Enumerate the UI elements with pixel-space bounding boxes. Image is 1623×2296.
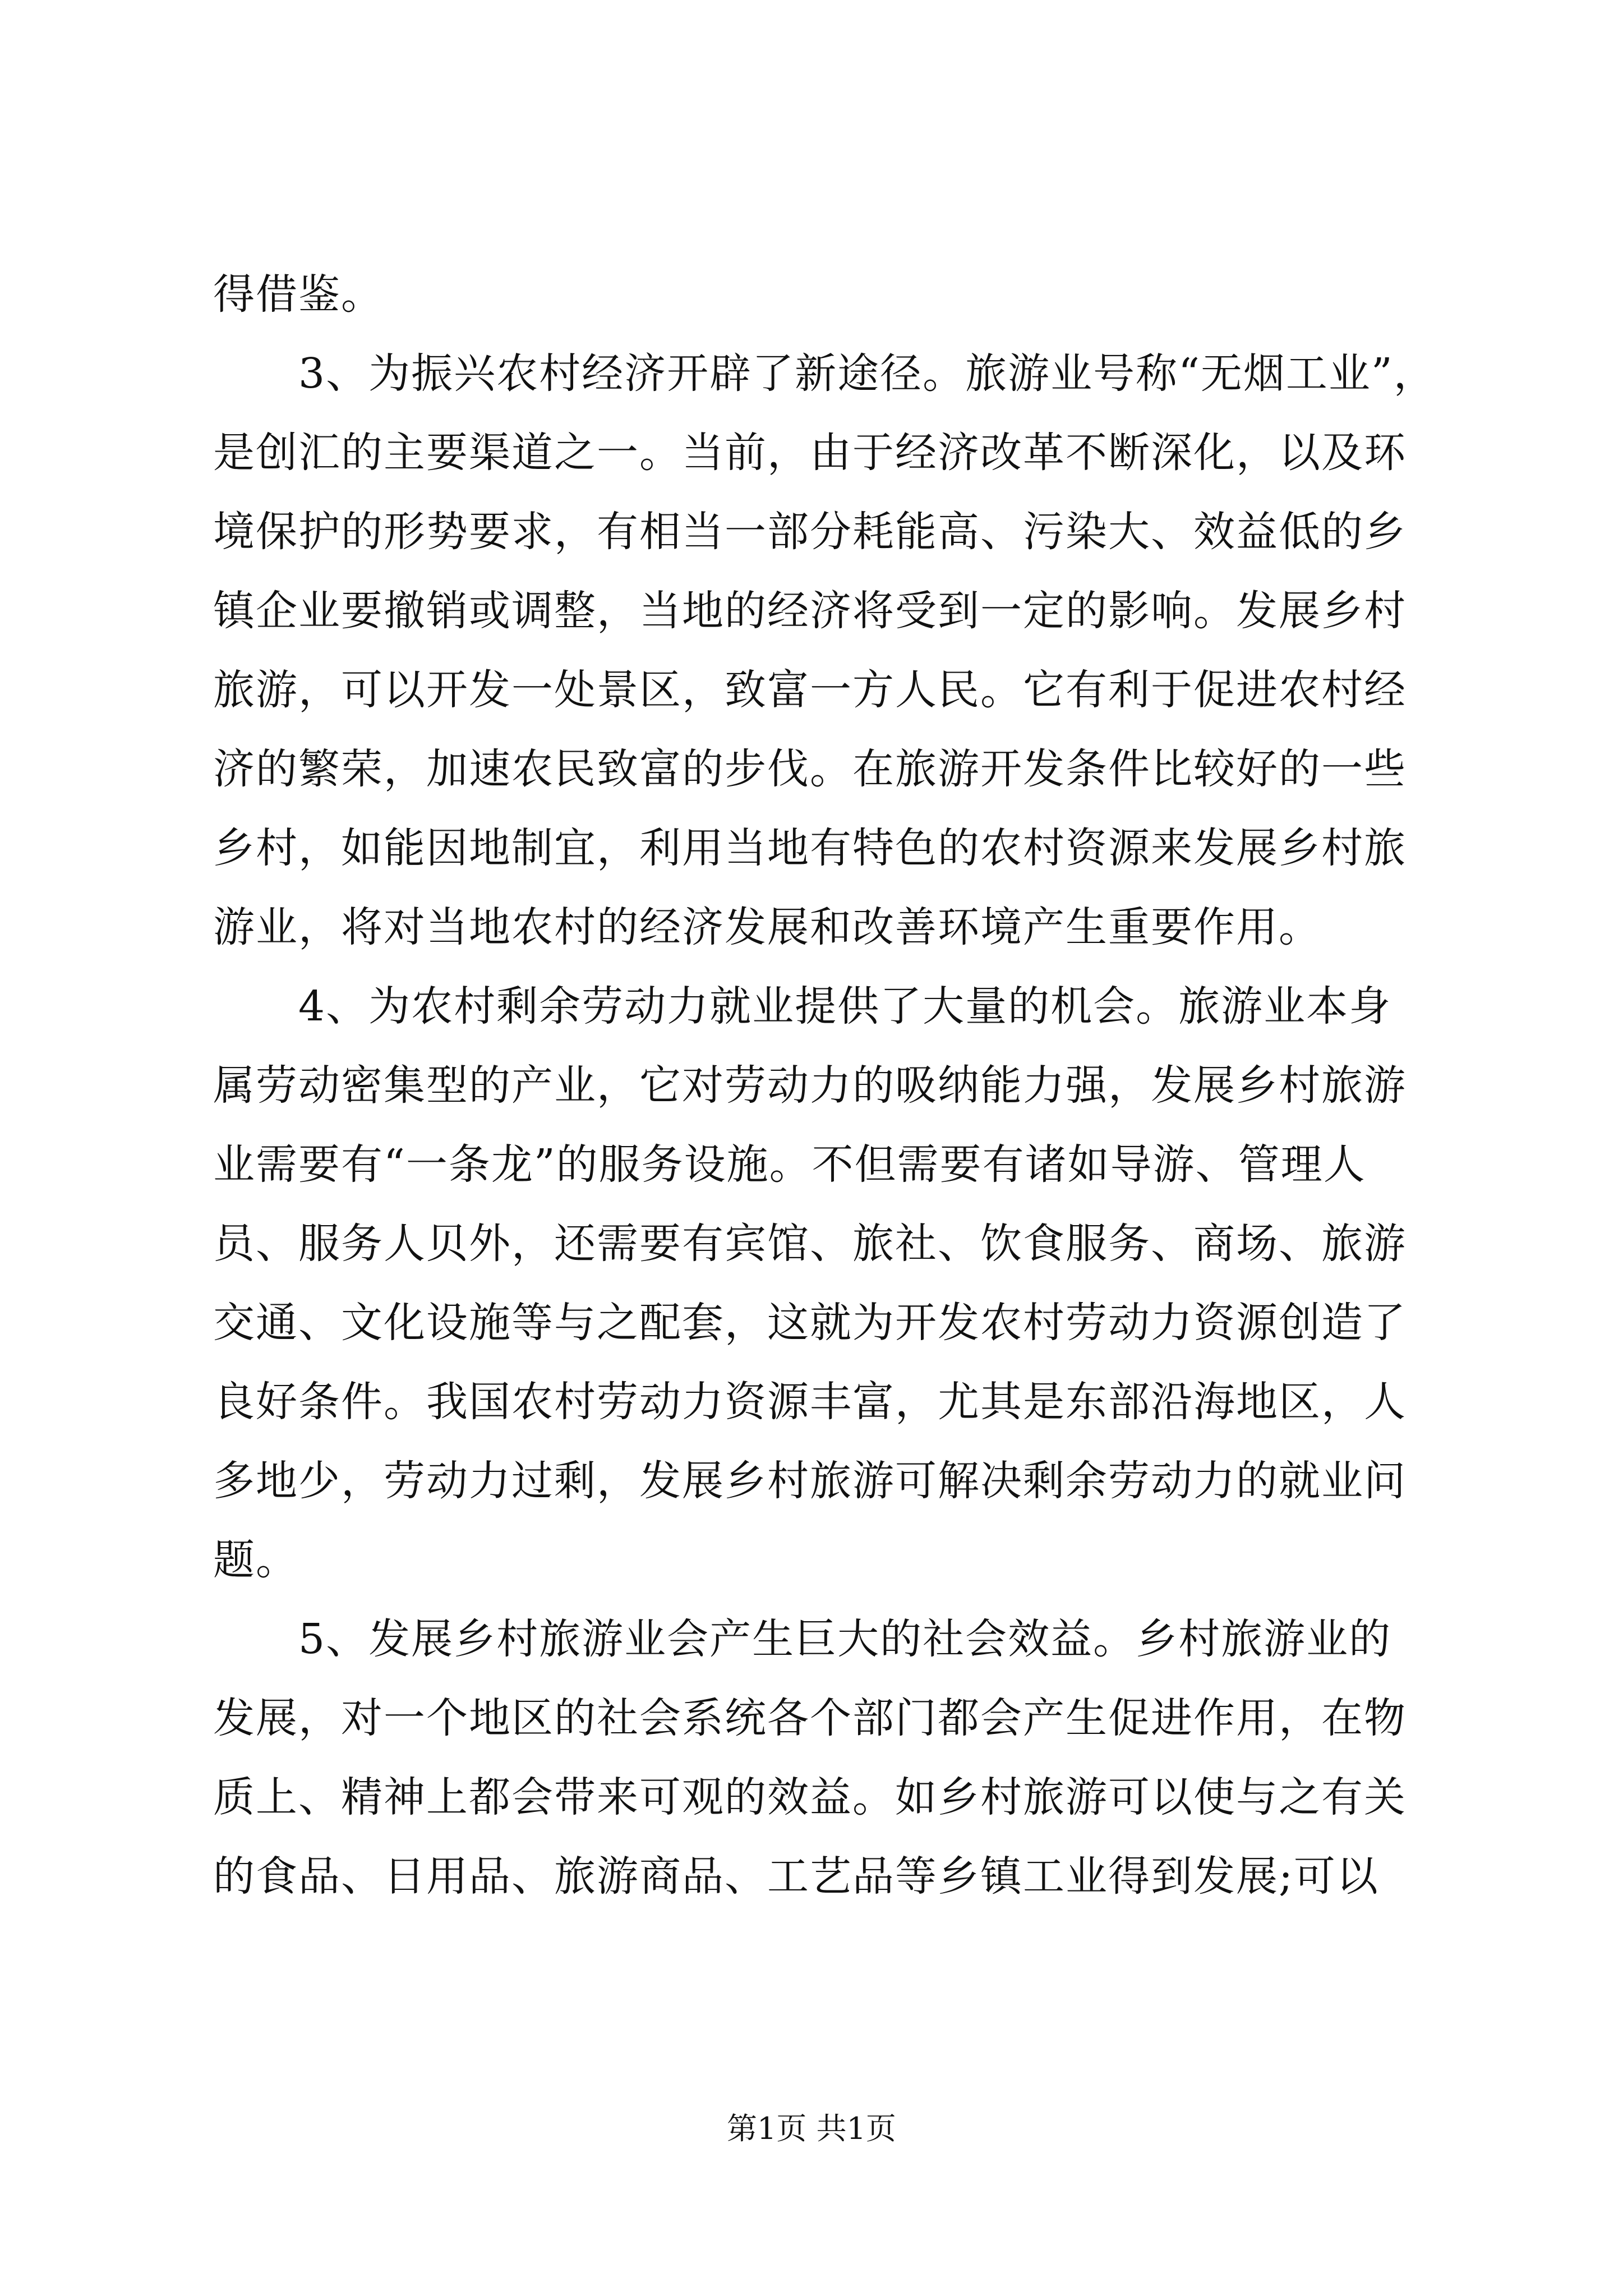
text-line: 3、为振兴农村经济开辟了新途径。旅游业号称“无烟工业”， <box>213 349 1436 398</box>
text-line: 业需要有“一条龙”的服务设施。不但需要有诸如导游、管理人 <box>213 1140 1366 1189</box>
text-line: 乡村，如能因地制宜，利用当地有特色的农村资源来发展乡村旅 <box>213 824 1407 872</box>
text-line: 境保护的形势要求，有相当一部分耗能高、污染大、效益低的乡 <box>213 508 1407 556</box>
text-line: 员、服务人贝外，还需要有宾馆、旅社、饮食服务、商场、旅游 <box>213 1220 1407 1268</box>
text-line: 质上、精神上都会带来可观的效益。如乡村旅游可以使与之有关 <box>213 1773 1407 1821</box>
document-body <box>213 255 1447 1916</box>
text-line: 良好条件。我国农村劳动力资源丰富，尤其是东部沿海地区，人 <box>213 1378 1407 1426</box>
text-line: 镇企业要撤销或调整，当地的经济将受到一定的影响。发展乡村 <box>213 587 1407 635</box>
text-line: 旅游，可以开发一处景区，致富一方人民。它有利于促进农村经 <box>213 666 1407 714</box>
text-line: 是创汇的主要渠道之一。当前，由于经济改革不断深化，以及环 <box>213 429 1407 477</box>
text-line: 交通、文化设施等与之配套，这就为开发农村劳动力资源创造了 <box>213 1299 1407 1347</box>
text-line: 得借鉴。 <box>213 270 384 319</box>
text-line: 发展，对一个地区的社会系统各个部门都会产生促进作用，在物 <box>213 1694 1407 1742</box>
text-line: 游业，将对当地农村的经济发展和改善环境产生重要作用。 <box>213 903 1321 951</box>
text-line: 题。 <box>213 1536 298 1584</box>
text-line: 多地少，劳动力过剩，发展乡村旅游可解决剩余劳动力的就业问 <box>213 1457 1407 1505</box>
page-footer: 第1页 共1页 <box>727 2111 896 2146</box>
text-line: 济的繁荣，加速农民致富的步伐。在旅游开发条件比较好的一些 <box>213 745 1407 793</box>
text-line: 的食品、日用品、旅游商品、工艺品等乡镇工业得到发展;可以 <box>213 1852 1379 1901</box>
text-line: 属劳动密集型的产业，它对劳动力的吸纳能力强，发展乡村旅游 <box>213 1061 1407 1110</box>
text-line: 5、发展乡村旅游业会产生巨大的社会效益。乡村旅游业的 <box>213 1615 1392 1663</box>
text-line: 4、为农村剩余劳动力就业提供了大量的机会。旅游业本身 <box>213 982 1392 1030</box>
